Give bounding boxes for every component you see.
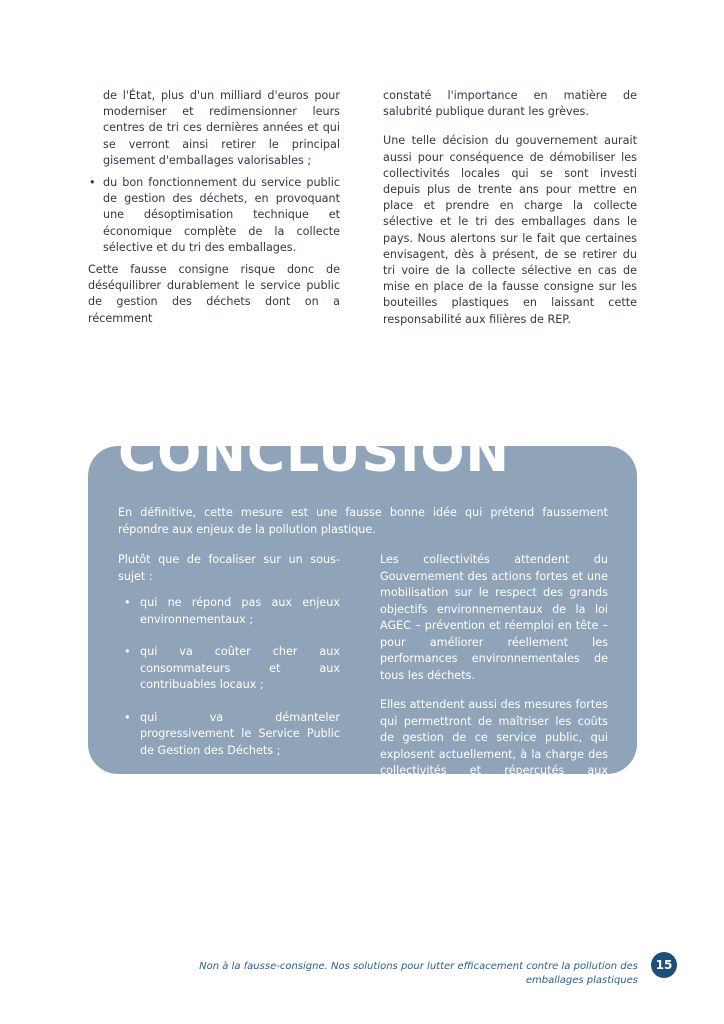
- right-column: [383, 88, 637, 328]
- conclusion-right-paragraph-2: Elles attendent aussi des mesures fortes qui permettront de maîtriser les coûts de gestion de ce service public, qui explosent actuellement, à la charge des collectivités et répercutés aux contribuables.: [380, 698, 608, 794]
- conclusion-bullet: • qui ne répond pas aux enjeux environnementaux ;: [118, 595, 340, 628]
- conclusion-bullet: • qui va démanteler progressivement le Service Public de Gestion des Déchets ;: [118, 710, 340, 760]
- right-paragraph-2: Une telle décision du gouvernement aurait aussi pour conséquence de démobiliser les collectivités locales qui se sont investi depuis plus de trente ans pour mettre en place et prendre en charge la collecte sélective et le tri des emballages dans le pays. Nous alertons sur le fait que certaines envisagent, dès à présent, de se retirer du tri voire de la collecte sélective en cas de mise en place de la fausse consigne sur les bouteilles plastiques en laissant cette responsabilité aux filières de REP.: [383, 134, 637, 326]
- conclusion-bullet: • qui va coûter cher aux consommateurs et aux contribuables locaux ;: [118, 644, 340, 694]
- conclusion-intro: [118, 505, 608, 538]
- page-number: 15: [651, 952, 677, 978]
- conclusion-bullet: • qui va perturber fortement le geste de tri simplifié des Français.: [118, 775, 340, 808]
- conclusion-right-paragraph-1: Les collectivités attendent du Gouvernement des actions fortes et une mobilisation sur le respect des grands objectifs environnementaux de la loi AGEC – prévention et réemploi en tête – pour améliorer réellement les performances environnementales de tous les déchets.: [380, 553, 608, 682]
- conclusion-left-column: [118, 552, 340, 824]
- left-paragraph-1: de l'État, plus d'un milliard d'euros pour moderniser et redimensionner leurs centres de tri ces dernières années et qui se verront ainsi retirer le principal gisement d'emballages valorisables ;: [103, 89, 340, 167]
- conclusion-lead: Plutôt que de focaliser sur un sous-sujet :: [118, 553, 340, 583]
- left-paragraph-2: Cette fausse consigne risque donc de déséquilibrer durablement le service public de gestion des déchets dont on a récemment: [88, 263, 340, 325]
- left-column: [88, 88, 340, 327]
- conclusion-right-column: [380, 552, 608, 796]
- left-bullet-list: [88, 175, 340, 256]
- conclusion-intro-text: En définitive, cette mesure est une fausse bonne idée qui prétend faussement répondre aux enjeux de la pollution plastique.: [118, 506, 608, 536]
- footer-text: Non à la fausse-consigne. Nos solutions pour lutter efficacement contre la pollution des emballages plastiques: [199, 961, 638, 986]
- conclusion-title: CONCLUSION: [118, 424, 511, 484]
- right-paragraph-1: constaté l'importance en matière de salubrité publique durant les grèves.: [383, 89, 637, 119]
- left-bullet-item: • du bon fonctionnement du service public de gestion des déchets, en provoquant une désoptimisation technique et économique complète de la collecte sélective et du tri des emballages.: [88, 175, 340, 256]
- conclusion-bullet-list: [118, 595, 340, 808]
